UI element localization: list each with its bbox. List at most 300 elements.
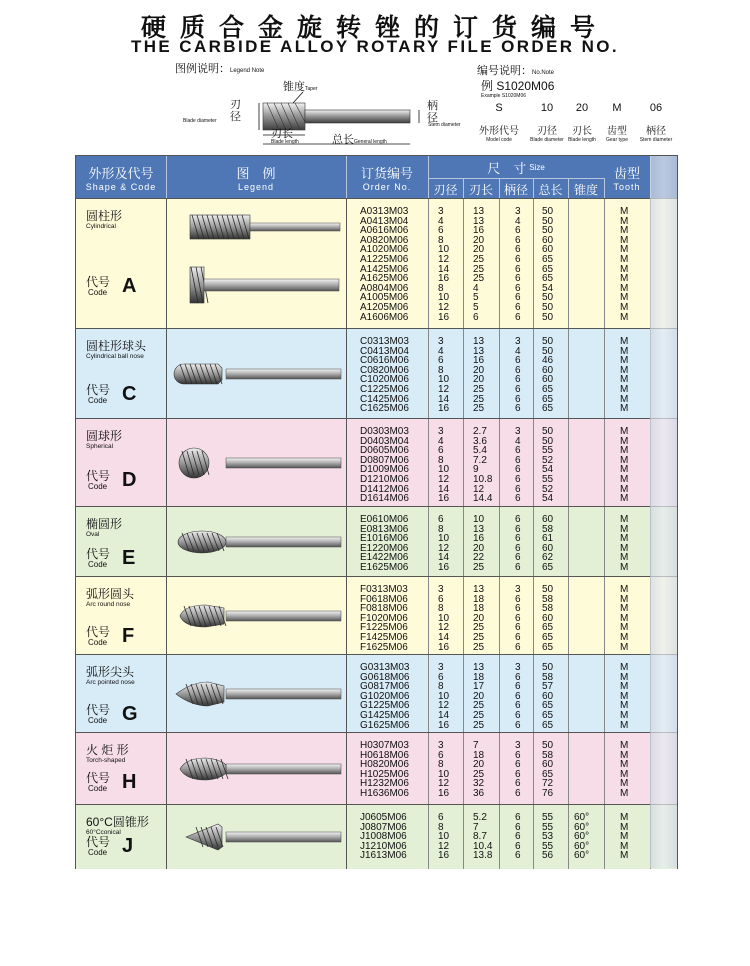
table-cell: H1232M06 <box>360 778 409 790</box>
order-numbers <box>346 199 429 329</box>
table-cell: 14 <box>438 631 450 643</box>
table-cell: 50 <box>542 345 554 357</box>
table-cell: 10 <box>438 464 450 476</box>
stem-diameter-label-en: Stem diameter <box>428 122 461 128</box>
header-stem-diameter: 柄径 <box>499 178 534 199</box>
table-cell: 10 <box>438 612 450 624</box>
table-cell: 5.4 <box>473 445 487 457</box>
table-cell: M <box>620 514 629 525</box>
table-cell: 6 <box>473 311 479 323</box>
right-edge-strip <box>650 156 677 868</box>
table-cell: 12 <box>438 840 450 852</box>
table-cell: M <box>620 778 629 790</box>
table-cell: J1008M06 <box>360 831 407 843</box>
table-cell: 6 <box>515 850 521 862</box>
table-cell: 10 <box>438 831 450 843</box>
table-cell: 25 <box>473 622 485 634</box>
table-cell: 10 <box>438 768 450 780</box>
table-cell: 4 <box>473 282 479 294</box>
general-length-values <box>533 419 569 507</box>
table-cell: M <box>620 311 629 323</box>
table-cell: 8 <box>438 681 444 693</box>
table-cell: 58 <box>542 603 554 615</box>
table-cell: H0307M03 <box>360 740 409 751</box>
tooth-values <box>604 507 651 577</box>
table-cell: 6 <box>515 464 521 476</box>
table-cell: M <box>620 483 629 495</box>
blade-diameter-values <box>428 655 464 733</box>
table-cell: M <box>620 234 629 246</box>
table-cell: 14.4 <box>473 493 493 505</box>
table-cell: 16 <box>438 273 450 285</box>
rotary-file-image <box>166 577 346 655</box>
shape-name-en: Arc pointed nose <box>86 679 135 686</box>
table-cell: 6 <box>515 831 521 843</box>
table-cell: 17 <box>473 681 485 693</box>
table-cell: 12 <box>438 622 450 634</box>
shape-name-cn: 圆柱形球头 <box>86 339 147 353</box>
table-cell: 60 <box>542 234 554 246</box>
table-cell: 25 <box>473 641 485 653</box>
table-cell: 10.4 <box>473 840 493 852</box>
table-cell: 12 <box>438 253 450 265</box>
table-cell: M <box>620 533 629 545</box>
order-numbers <box>346 507 429 577</box>
table-cell: 62 <box>542 552 554 564</box>
table-cell: 16 <box>438 403 450 415</box>
code-label-en: Code <box>88 288 108 297</box>
table-cell: 4 <box>515 435 521 447</box>
table-cell: M <box>620 244 629 256</box>
table-cell: 20 <box>473 542 485 554</box>
blade-diameter-values <box>428 329 464 419</box>
general-length-values <box>533 577 569 655</box>
table-cell: 65 <box>542 263 554 275</box>
table-cell: A0804M06 <box>360 282 409 294</box>
table-cell: 6 <box>515 383 521 395</box>
table-cell: 65 <box>542 719 554 731</box>
table-cell: 20 <box>473 244 485 256</box>
table-cell: 6 <box>515 263 521 275</box>
rotary-file-image <box>166 733 346 805</box>
table-cell: A1606M06 <box>360 311 409 323</box>
table-cell: 6 <box>515 641 521 653</box>
table-cell: 6 <box>515 561 521 573</box>
table-cell: 55 <box>542 840 554 852</box>
code-label-en: Code <box>88 784 108 793</box>
header-general-length: 总长 <box>533 178 569 199</box>
table-cell: C1625M06 <box>360 403 409 415</box>
table-cell: D0605M06 <box>360 445 409 457</box>
shape-code-letter: F <box>122 625 135 647</box>
table-cell: M <box>620 273 629 285</box>
table-cell: 10 <box>438 374 450 386</box>
table-cell: 4 <box>438 345 444 357</box>
table-cell: 7 <box>473 740 479 751</box>
code-label-cn: 代号 <box>86 547 111 561</box>
table-cell: 65 <box>542 709 554 721</box>
table-cell: 6 <box>515 374 521 386</box>
legend-diagram <box>175 60 475 150</box>
table-cell: 2.7 <box>473 426 487 437</box>
blade-diameter-values <box>428 733 464 805</box>
product-group-J <box>76 804 677 869</box>
shape-name-en: Cylindrical <box>86 223 116 230</box>
blade-length-values <box>463 655 500 733</box>
tooth-values <box>604 419 651 507</box>
table-cell: 6 <box>515 612 521 624</box>
code-label-cn: 代号 <box>86 703 111 717</box>
table-cell: G1425M06 <box>360 709 410 721</box>
table-cell: 6 <box>438 355 444 367</box>
table-cell: M <box>620 593 629 605</box>
rotary-file-image <box>166 507 346 577</box>
table-cell: 18 <box>473 749 485 761</box>
shape-name-en: Spherical <box>86 443 114 450</box>
table-cell: 36 <box>473 787 485 799</box>
table-cell: 52 <box>542 454 554 466</box>
table-cell: M <box>620 542 629 554</box>
table-cell: 14 <box>438 552 450 564</box>
table-cell: M <box>620 215 629 227</box>
table-cell: 16 <box>438 787 450 799</box>
table-cell: C0616M06 <box>360 355 409 367</box>
table-cell: 18 <box>473 671 485 683</box>
table-cell: 3 <box>438 584 444 595</box>
table-cell: 12 <box>438 301 450 313</box>
code-label-cn: 代号 <box>86 383 111 397</box>
table-cell: C1020M06 <box>360 374 409 386</box>
table-cell: 50 <box>542 584 554 595</box>
shape-name-cn: 圆柱形 <box>86 209 123 223</box>
rotary-file-image <box>166 329 346 419</box>
table-cell: 10 <box>438 292 450 304</box>
blade-length-values <box>463 199 500 329</box>
table-cell: 20 <box>473 364 485 376</box>
table-cell: 55 <box>542 812 554 823</box>
table-cell: 54 <box>542 282 554 294</box>
table-cell: 46 <box>542 355 554 367</box>
blade-diameter-values <box>428 577 464 655</box>
table-cell: 20 <box>473 612 485 624</box>
table-cell: A1205M06 <box>360 301 409 313</box>
legend-cell <box>166 329 347 419</box>
legend-note-label: 图例说明：Legend Note <box>175 63 265 75</box>
table-cell: M <box>620 263 629 275</box>
table-cell: 6 <box>515 253 521 265</box>
shape-name-en: Oval <box>86 531 100 538</box>
table-cell: 6 <box>438 445 444 457</box>
header-blade-diameter: 刃径 <box>428 178 464 199</box>
stem-diameter-values <box>499 655 534 733</box>
shape-cell <box>76 655 167 733</box>
table-cell: 25 <box>473 631 485 643</box>
taper-values <box>568 329 605 419</box>
table-cell: 50 <box>542 292 554 304</box>
table-cell: 3 <box>515 206 521 217</box>
table-cell: F0313M03 <box>360 584 408 595</box>
blade-length-values <box>463 329 500 419</box>
table-cell: J1613M06 <box>360 850 407 862</box>
blade-length-values <box>463 577 500 655</box>
shape-code-letter: H <box>122 771 137 793</box>
table-cell: M <box>620 473 629 485</box>
table-cell: 8 <box>438 282 444 294</box>
table-cell: M <box>620 812 629 823</box>
table-cell: 60° <box>574 821 590 833</box>
table-cell: G1625M06 <box>360 719 410 731</box>
page-title-en: THE CARBIDE ALLOY ROTARY FILE ORDER NO. <box>130 37 620 56</box>
table-cell: M <box>620 612 629 624</box>
table-cell: 9 <box>473 464 479 476</box>
table-cell: 6 <box>515 493 521 505</box>
shape-name-cn: 60°C圆锥形 <box>86 815 149 829</box>
table-cell: M <box>620 681 629 693</box>
stem-diameter-values <box>499 419 534 507</box>
table-cell: 10 <box>438 533 450 545</box>
table-cell: 18 <box>473 593 485 605</box>
table-cell: 52 <box>542 483 554 495</box>
header-blade-length: 刃长 <box>463 178 500 199</box>
table-cell: 14 <box>438 263 450 275</box>
table-cell: 60 <box>542 690 554 702</box>
table-cell: 50 <box>542 435 554 447</box>
table-cell: 12 <box>438 473 450 485</box>
table-cell: 60 <box>542 364 554 376</box>
table-cell: 6 <box>438 749 444 761</box>
table-cell: G0817M06 <box>360 681 410 693</box>
table-cell: 56 <box>542 850 554 862</box>
table-cell: 5 <box>473 301 479 313</box>
table-cell: G1225M06 <box>360 700 410 712</box>
table-cell: 60 <box>542 514 554 525</box>
table-cell: 20 <box>473 234 485 246</box>
table-cell: A1625M06 <box>360 273 409 285</box>
stem-diameter-values <box>499 577 534 655</box>
code-label-cn: 代号 <box>86 275 111 289</box>
table-cell: M <box>620 253 629 265</box>
taper-values <box>568 419 605 507</box>
legend-cell <box>166 577 347 655</box>
table-cell: D1009M06 <box>360 464 409 476</box>
table-cell: 6 <box>515 749 521 761</box>
table-cell: 65 <box>542 253 554 265</box>
table-cell: M <box>620 523 629 535</box>
tooth-values <box>604 199 651 329</box>
table-cell: J0605M06 <box>360 812 407 823</box>
table-cell: 6 <box>515 292 521 304</box>
table-cell: 6 <box>515 282 521 294</box>
table-cell: 6 <box>515 473 521 485</box>
table-cell: 16 <box>438 311 450 323</box>
table-cell: G1020M06 <box>360 690 410 702</box>
table-cell: 6 <box>515 552 521 564</box>
shape-cell <box>76 199 167 329</box>
table-cell: 3 <box>438 336 444 347</box>
blade-length-values <box>463 805 500 869</box>
table-cell: 6 <box>515 719 521 731</box>
table-cell: 6 <box>515 709 521 721</box>
legend-cell <box>166 733 347 805</box>
shape-code-letter: D <box>122 469 137 491</box>
table-cell: F1225M06 <box>360 622 408 634</box>
table-cell: 50 <box>542 426 554 437</box>
table-cell: M <box>620 622 629 634</box>
product-group-E <box>76 506 677 577</box>
table-cell: 60° <box>574 812 590 823</box>
table-cell: 16 <box>438 850 450 862</box>
blade-diameter-values <box>428 805 464 869</box>
table-cell: 76 <box>542 787 554 799</box>
table-cell: 3 <box>515 426 521 437</box>
code-part-blade-length: 20 刃长 Blade length <box>568 102 596 143</box>
table-cell: G0618M06 <box>360 671 410 683</box>
table-cell: M <box>620 206 629 217</box>
product-group-G <box>76 654 677 733</box>
table-cell: 58 <box>542 749 554 761</box>
header-legend: 图 例 Legend <box>166 156 347 198</box>
table-cell: 20 <box>473 759 485 771</box>
shape-name-cn: 火 炬 形 <box>86 743 129 757</box>
table-cell: F1020M06 <box>360 612 408 624</box>
table-cell: 55 <box>542 445 554 457</box>
code-label-en: Code <box>88 848 108 857</box>
general-length-values <box>533 805 569 869</box>
table-cell: 14 <box>438 483 450 495</box>
rotary-file-image <box>166 655 346 733</box>
table-cell: M <box>620 831 629 843</box>
table-cell: 6 <box>515 244 521 256</box>
table-cell: 14 <box>438 393 450 405</box>
order-numbers <box>346 329 429 419</box>
table-cell: 72 <box>542 778 554 790</box>
code-label-cn: 代号 <box>86 469 111 483</box>
table-cell: M <box>620 700 629 712</box>
table-cell: J1210M06 <box>360 840 407 852</box>
blade-length-values <box>463 419 500 507</box>
table-cell: M <box>620 759 629 771</box>
table-cell: 13 <box>473 215 485 227</box>
code-label-cn: 代号 <box>86 835 111 849</box>
table-cell: 65 <box>542 622 554 634</box>
table-cell: 6 <box>515 523 521 535</box>
table-cell: 6 <box>515 840 521 852</box>
table-cell: 8.7 <box>473 831 487 843</box>
table-cell: 6 <box>515 355 521 367</box>
table-cell: 14 <box>438 709 450 721</box>
order-numbers <box>346 805 429 869</box>
header-order-no: 订货编号 Order No. <box>346 156 429 198</box>
table-cell: 4 <box>438 435 444 447</box>
table-cell: M <box>620 301 629 313</box>
blade-diameter-label-en: Blade diameter <box>183 118 217 124</box>
table-cell: 6 <box>515 273 521 285</box>
table-cell: 6 <box>515 631 521 643</box>
table-cell: 6 <box>515 311 521 323</box>
table-cell: 13.8 <box>473 850 493 862</box>
blade-diameter-values <box>428 419 464 507</box>
table-cell: 58 <box>542 671 554 683</box>
code-label-cn: 代号 <box>86 625 111 639</box>
taper-values <box>568 199 605 329</box>
table-cell: 60° <box>574 831 590 843</box>
table-cell: 6 <box>515 671 521 683</box>
table-cell: 8 <box>438 821 444 833</box>
table-cell: E0813M06 <box>360 523 409 535</box>
taper-values <box>568 577 605 655</box>
table-cell: M <box>620 292 629 304</box>
table-cell: 6 <box>515 768 521 780</box>
table-cell: 3 <box>515 336 521 347</box>
table-cell: 58 <box>542 593 554 605</box>
table-cell: 6 <box>515 812 521 823</box>
blade-length-label: 刃长 <box>271 128 293 140</box>
product-group-F <box>76 576 677 655</box>
table-cell: 4 <box>438 215 444 227</box>
shape-code-letter: A <box>122 275 137 297</box>
table-cell: 16 <box>438 719 450 731</box>
table-cell: A0820M06 <box>360 234 409 246</box>
table-cell: 3 <box>515 584 521 595</box>
general-length-values <box>533 329 569 419</box>
table-cell: 6 <box>515 234 521 246</box>
cutter-stem-shape <box>305 110 410 123</box>
table-cell: 3 <box>438 662 444 673</box>
table-cell: 7.2 <box>473 454 487 466</box>
shape-code-letter: J <box>122 835 134 857</box>
table-cell: M <box>620 740 629 751</box>
table-cell: 6 <box>515 403 521 415</box>
code-label-en: Code <box>88 638 108 647</box>
taper-values <box>568 507 605 577</box>
table-cell: 58 <box>542 523 554 535</box>
table-cell: 3 <box>438 426 444 437</box>
code-part-blade-diameter: 10 刃径 Blade diameter <box>530 102 564 143</box>
order-numbers <box>346 577 429 655</box>
table-cell: M <box>620 584 629 595</box>
table-cell: 65 <box>542 700 554 712</box>
taper-values <box>568 805 605 869</box>
table-cell: 55 <box>542 821 554 833</box>
table-cell: 25 <box>473 253 485 265</box>
table-cell: 3 <box>515 662 521 673</box>
code-part-model: S 外形代号 Model code <box>479 102 519 143</box>
table-cell: 50 <box>542 662 554 673</box>
table-cell: H1025M06 <box>360 768 409 780</box>
table-cell: M <box>620 393 629 405</box>
table-cell: F1625M06 <box>360 641 408 653</box>
table-cell: 6 <box>515 393 521 405</box>
table-cell: 61 <box>542 533 554 545</box>
table-cell: M <box>620 445 629 457</box>
table-cell: E1220M06 <box>360 542 409 554</box>
table-cell: 6 <box>515 454 521 466</box>
table-cell: 10 <box>438 244 450 256</box>
order-numbers <box>346 655 429 733</box>
table-cell: 12 <box>438 700 450 712</box>
table-cell: 65 <box>542 631 554 643</box>
header-size: 尺 寸 Size <box>487 160 545 176</box>
table-cell: 18 <box>473 603 485 615</box>
table-cell: 25 <box>473 273 485 285</box>
table-cell: C0413M04 <box>360 345 409 357</box>
table-cell: M <box>620 383 629 395</box>
shape-name-cn: 弧形圆头 <box>86 587 135 601</box>
table-cell: 3.6 <box>473 435 487 447</box>
table-cell: 6 <box>515 778 521 790</box>
shape-name-cn: 弧形尖头 <box>86 665 135 679</box>
table-cell: 60 <box>542 759 554 771</box>
